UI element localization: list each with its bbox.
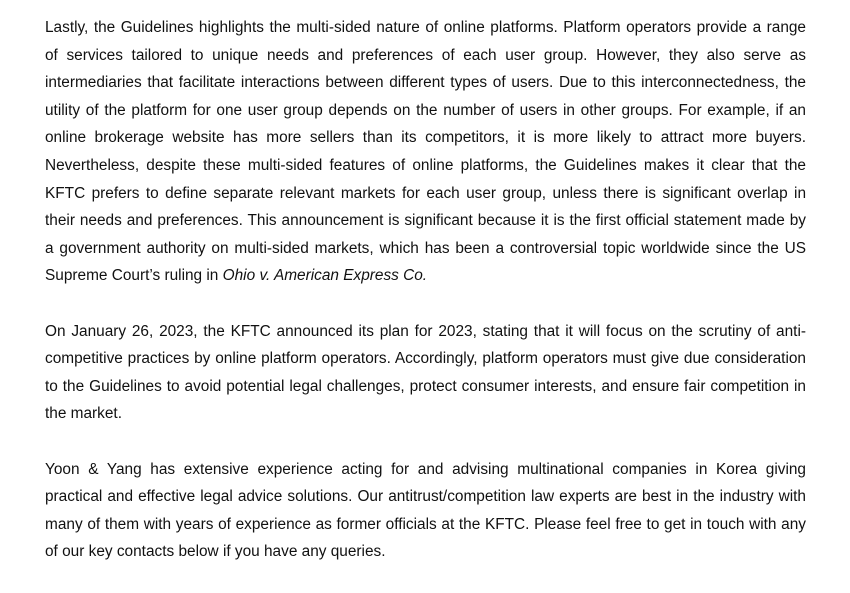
paragraph-multi-sided-platforms	[45, 14, 806, 290]
paragraph-multi-sided-platforms-text: Lastly, the Guidelines highlights the multi-sided nature of online platforms. Platform operators provide a range of services tailored to unique needs and preferences of each user group. However, they also serve as intermediaries that facilitate interactions between different types of users. Due to this interconnectedness, the utility of the platform for one user group depends on the number of users in other groups. For example, if an online brokerage website has more sellers than its competitors, it is more likely to attract more buyers. Nevertheless, despite these multi-sided features of online platforms, the Guidelines makes it clear that the KFTC prefers to define separate relevant markets for each user group, unless there is significant overlap in their needs and preferences. This announcement is significant because it is the first official statement made by a government authority on multi-sided markets, which has been a controversial topic worldwide since the US Supreme Court’s ruling in	[45, 19, 806, 285]
paragraph-yoon-yang-contact: Yoon & Yang has extensive experience acting for and advising multinational companies in Korea giving practical and effective legal advice solutions. Our antitrust/competition law experts are best in the industry with many of them with years of experience as former officials at the KFTC. Please feel free to get in touch with any of our key contacts below if you have any queries.	[45, 460, 806, 561]
document-body	[45, 14, 806, 593]
paragraph-kftc-2023-plan: On January 26, 2023, the KFTC announced its plan for 2023, stating that it will focus on the scrutiny of anti-competitive practices by online platform operators. Accordingly, platform operators must give due consideration to the Guidelines to avoid potential legal challenges, protect consumer interests, and ensure fair competition in the market.	[45, 322, 806, 423]
case-name-ohio-v-amex: Ohio v. American Express Co.	[222, 267, 428, 285]
